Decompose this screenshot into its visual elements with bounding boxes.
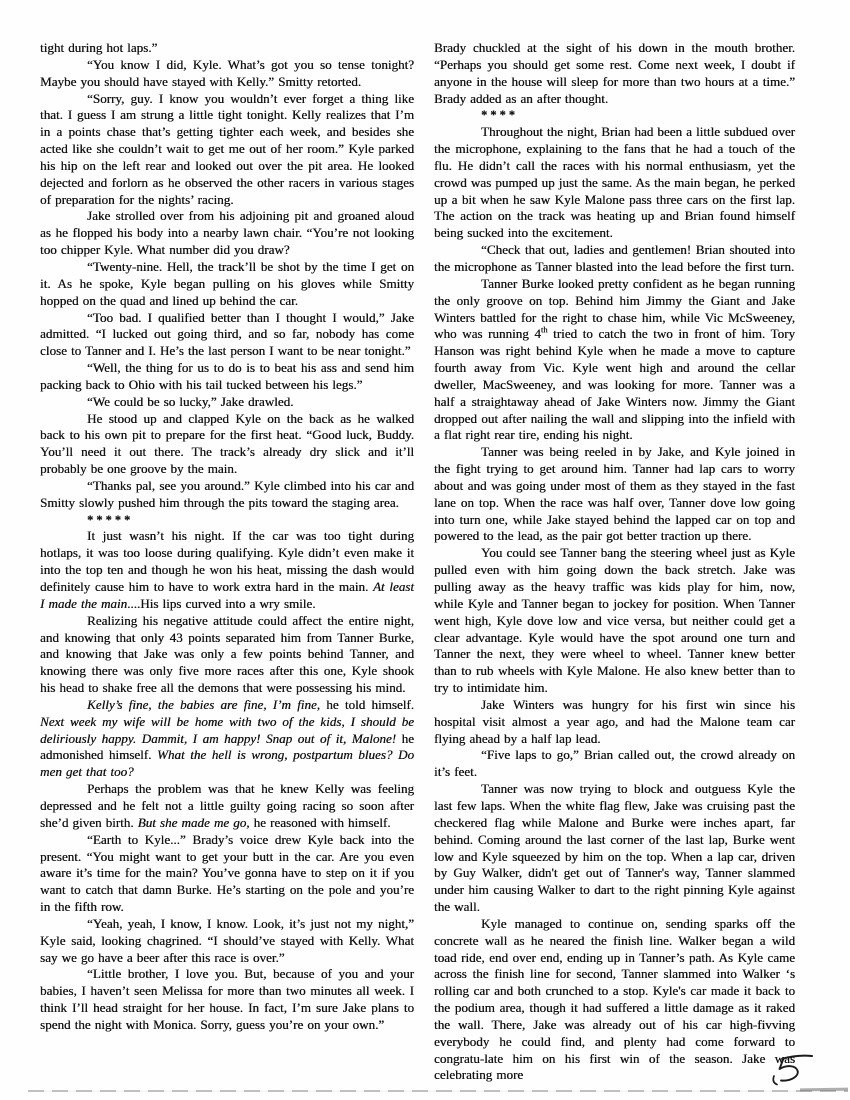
- paragraph: [40, 91, 414, 209]
- text-segment: “Check that out, ladies and gentlemen! Brian shouted into the microphone as Tanner blasted into the lead before the first turn.: [434, 242, 795, 274]
- text-segment: ****: [481, 108, 518, 123]
- text-segment: tight during hot laps.”: [40, 40, 158, 55]
- text-segment: It just wasn’t his night. If the car was too tight during hotlaps, it was too loose during qualifying. Kyle didn’t even make it into the top ten and though he won his heat, missing the dash would definitely cause him to have to work extra hard in the main.: [40, 528, 414, 594]
- paragraph: [40, 916, 414, 967]
- paragraph: [40, 478, 414, 512]
- paragraph: [40, 781, 414, 832]
- paragraph: [434, 916, 795, 1084]
- text-segment: Tanner was now trying to block and outguess Kyle the last few laps. When the white flag flew, Jake was cruising past the checkered flag while Malone and Burke were inches apart, far behind. Coming around the last corner of the last lap, Burke went low and Kyle squeezed by him on the top. When a lap car, driven by Guy Walker, didn't get out of Tanner's way, Tanner slammed under him causing Walker to dart to the right pinning Kyle against the wall.: [434, 781, 795, 915]
- scan-edge-artifact: [28, 1090, 848, 1092]
- paragraph: [40, 394, 414, 411]
- text-segment: What the hell is wrong, postpartum blues? Do men get that too?: [40, 747, 414, 780]
- section-separator: [40, 512, 414, 529]
- text-segment: Next week my wife will be home with two of the kids, I should be deliriously happy. Dammit, I am happy! Snap out of it, Malone!: [40, 713, 414, 746]
- paragraph: [40, 528, 414, 612]
- paragraph: [434, 276, 795, 444]
- text-segment: tried to catch the two in front of him. Tory Hanson was right behind Kyle when he made a move to capture fourth away from Vic. Kyle went high and around the cellar dweller, MacSweeney, and was looking for more. Tanner was a half a straightaway ahead of Jake Winters now. Jimmy the Giant dropped out after nailing the wall and slipping into the infield with a flat right rear tire, ending his night.: [434, 326, 795, 443]
- text-segment: Realizing his negative attitude could affect the entire night, and knowing that only 43 points separated him from Tanner Burke, and knowing that Jake was only a few points behind Tanner, and knowing there was only five more races after this one, Kyle shook his head to shake free all the demons that were possessing his mind.: [40, 612, 414, 696]
- text-segment: Perhaps the problem was that he knew Kelly was feeling depressed and he felt not a little guilty going racing so soon after she’d given birth.: [40, 781, 414, 830]
- section-separator: [434, 107, 795, 124]
- paragraph: [434, 242, 795, 276]
- handwritten-page-number: [770, 1050, 818, 1090]
- paragraph: [40, 697, 414, 781]
- paragraph: [434, 124, 795, 242]
- text-segment: “Yeah, yeah, I know, I know. Look, it’s just not my night,” Kyle said, looking chagrined. “I should’ve stayed with Kelly. What say we go have a beer after this race is over.”: [40, 915, 414, 965]
- text-segment: “We could be so lucky,” Jake drawled.: [87, 393, 294, 409]
- text-segment: “You know I did, Kyle. What’s got you so tense tonight? Maybe you should have stayed with Kelly.” Smitty retorted.: [40, 56, 414, 89]
- text-segment: Brady chuckled at the sight of his down in the mouth brother. “Perhaps you should get some rest. Come next week, I doubt if anyone in the house will sleep for more than two hours at a time.” Brady added as an after thought.: [434, 40, 795, 106]
- paragraph: [434, 545, 795, 697]
- paragraph: [40, 966, 414, 1033]
- paragraph: [434, 697, 795, 748]
- text-segment: Jake strolled over from his adjoining pit and groaned aloud as he flopped his body into a nearby lawn chair. “You’re not looking too chipper Kyle. What number did you draw?: [40, 208, 414, 258]
- paragraph: [40, 613, 414, 697]
- paragraph: [40, 57, 414, 91]
- paragraph: [40, 310, 414, 361]
- text-segment: ....His lips curved into a wry smile.: [127, 595, 316, 611]
- text-segment: “Little brother, I love you. But, because of you and your babies, I haven’t seen Melissa for more than two minutes all week. I think I’ll head straight for her house. In fact, I’m sure Jake plans to spend the night with Monica. Sorry, guess you’re on your own.”: [40, 966, 414, 1032]
- paragraph: [40, 208, 414, 259]
- text-segment: Tanner was being reeled in by Jake, and Kyle joined in the fight trying to get around him. Tanner had lap cars to worry about and was going under most of them as they stayed in the fast lane on top. When the race was half over, Tanner dove low going into turn one, while Jake stayed behind the lapped car on top and powered to the lead, as the pair got better traction up there.: [434, 444, 795, 544]
- text-segment: Jake Winters was hungry for his first win since his hospital visit almost a year ago, and had the Malone team car flying ahead by a half lap lead.: [434, 696, 795, 746]
- paragraph: [434, 40, 795, 107]
- text-segment: “Earth to Kyle...” Brady’s voice drew Kyle back into the present. “You might want to get your butt in the car. Are you even aware it’s time for the main? You’ve gonna have to step on it if you want to catch that damn Burke. He’s starting on the pole and you’re in the fifth row.: [40, 831, 414, 915]
- text-segment: “Thanks pal, see you around.” Kyle climbed into his car and Smitty slowly pushed him through the pits toward the staging area.: [40, 477, 414, 510]
- text-segment: Throughout the night, Brian had been a little subdued over the microphone, explaining to the fans that he had a touch of the flu. He didn’t call the races with his normal enthusiasm, yet the crowd was pumped up just the same. As the main began, he perked up a bit when he saw Kyle Malone pass three cars on the first lap. The action on the track was heating up and Brian found himself being sucked into the excitement.: [434, 124, 795, 241]
- paragraph: [434, 444, 795, 545]
- paragraph: [434, 747, 795, 781]
- text-segment: “Well, the thing for us to do is to beat his ass and send him packing back to Ohio with his tail tucked between his legs.”: [40, 360, 414, 392]
- text-segment: he told himself.: [320, 696, 414, 712]
- text-segment: “Twenty-nine. Hell, the track’ll be shot by the time I get on it. As he spoke, Kyle began pulling on his gloves while Smitty hopped on the quad and lined up behind the car.: [40, 258, 414, 308]
- text-segment: You could see Tanner bang the steering wheel just as Kyle pulled even with him going down the back stretch. Jake was pulling away as the heavy traffic was kids play for him, now, while Kyle and Tanner began to jockey for position. When Tanner went high, Kyle dove low and vice versa, but neither could get a clear advantage. Kyle would have the spot around one turn and Tanner the next, they were wheel to wheel. Tanner knew better than to rub wheels with Kyle Malone. He also knew better than to try to intimidate him.: [434, 545, 795, 696]
- text-segment: He stood up and clapped Kyle on the back as he walked back to his own pit to prepare for the first heat. “Good luck, Buddy. You’ll need it out there. The track’s already dry slick and it’ll probably be one groove by the main.: [40, 410, 414, 477]
- text-segment: “Sorry, guy. I know you wouldn’t ever forget a thing like that. I guess I am strung a little tight tonight. Kelly realizes that I’m in a points chase that’s getting tighter each week, and besides she acted like she couldn’t wait to get me out of her room.” Kyle parked his hip on the left rear and looked out over the pit area. He looked dejected and forlorn as he observed the other racers in various stages of preparation for the nights’ racing.: [40, 90, 414, 207]
- text-segment: he reasoned with himself.: [249, 814, 391, 830]
- text-segment: “Five laps to go,” Brian called out, the crowd already on it’s feet.: [434, 747, 795, 780]
- text-segment: *****: [87, 512, 134, 527]
- paragraph: [40, 259, 414, 310]
- text-segment: “Too bad. I qualified better than I thought I would,” Jake admitted. “I lucked out going third, and so far, nobody has come close to Tanner and I. He’s the last person I want to be near tonight.”: [40, 309, 414, 359]
- text-segment: Kelly’s fine, the babies are fine, I’m fine,: [87, 696, 321, 712]
- text-segment: At least I made the main: [40, 579, 414, 611]
- text-segment: But she made me go,: [137, 814, 250, 830]
- paragraph: [434, 781, 795, 916]
- paragraph: [40, 360, 414, 394]
- paragraph: [40, 40, 414, 57]
- text-column-left: [40, 40, 414, 1034]
- text-segment: th: [540, 324, 548, 335]
- text-column-right: [434, 40, 795, 1084]
- text-segment: he admonished himself.: [40, 730, 414, 763]
- paragraph: [40, 832, 414, 916]
- text-segment: Kyle managed to continue on, sending sparks off the concrete wall as he neared the finish line. Walker began a wild toad ride, end over end, ending up in Tanner’s path. As Kyle came across the finish line for second, Tanner slammed into Walker ‘s rolling car and both crunched to a stop. Kyle's car made it back to the podium area, though it had suffered a little damage as it raked the wall. There, Jake was already out of his car high-fivving everybody he could find, and plenty had come forward to congratu-late him on his first win of the season. Jake was celebrating more: [434, 915, 795, 1083]
- text-segment: Tanner Burke looked pretty confident as he began running the only groove on top. Behind him Jimmy the Giant and Jake Winters battled for the right to chase him, while Vic McSweeney, who was running 4: [434, 275, 795, 342]
- paragraph: [40, 411, 414, 478]
